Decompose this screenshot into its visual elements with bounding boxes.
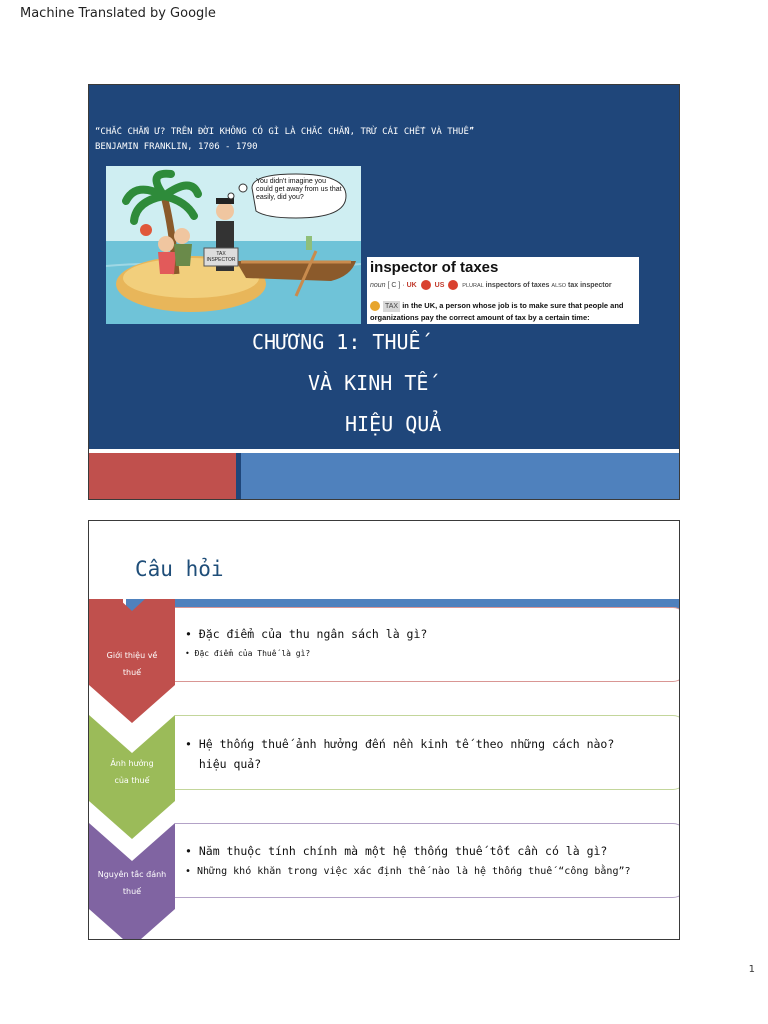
- tax-inspector-cartoon: [106, 166, 361, 324]
- footer-bar-red: [89, 453, 236, 499]
- dictionary-headword: inspector of taxes: [370, 259, 499, 276]
- question-1-bullet: • Đặc điểm của thu ngân sách là gì?: [185, 627, 428, 641]
- slide-2-title: Câu hỏi: [135, 557, 224, 581]
- question-2-bullet: [185, 734, 614, 774]
- page-number: 1: [748, 964, 755, 975]
- speech-bubble-text: You didn't imagine you could get away from us that easily, did you?: [256, 178, 342, 201]
- chevron-1-label-line-2: thuế: [122, 668, 142, 677]
- dictionary-definition: in the UK, a person whose job is to make sure that people and organizations pay the correct amount of tax by a certain time:: [370, 301, 624, 322]
- us-audio-icon[interactable]: [448, 280, 458, 290]
- question-2-line-2: hiệu quả?: [185, 757, 262, 771]
- chevron-2-label-line-2: của thuế: [114, 776, 150, 785]
- quote-line-1: “CHẮC CHẮN Ư? TRÊN ĐỜI KHÔNG CÓ GÌ LÀ CHẮC CHẮN, TRỪ CÁI CHẾT VÀ THUẾ”: [95, 127, 475, 137]
- definition-marker-icon: [370, 301, 380, 311]
- question-3-sub-bullet: • Những khó khăn trong việc xác định thế nào là hệ thống thuế “công bằng”?: [185, 866, 631, 877]
- uk-audio-icon[interactable]: [421, 280, 431, 290]
- question-card-1: [175, 607, 680, 682]
- chevron-2-label-line-1: Ảnh hưởng: [110, 759, 154, 768]
- chevron-1-label: [91, 647, 173, 681]
- slide-1: [88, 84, 680, 500]
- slide-2: [88, 520, 680, 940]
- footer-bar-blue: [241, 453, 680, 499]
- question-card-3: [175, 823, 680, 898]
- slide-title-line-2: VÀ KINH TẾ: [308, 371, 429, 395]
- chevron-1-label-line-1: Giới thiệu về: [106, 651, 158, 660]
- question-card-2: [175, 715, 680, 790]
- chevron-3-label-line-2: thuế: [122, 887, 142, 896]
- machine-translated-banner: Machine Translated by Google: [20, 6, 216, 21]
- question-2-line-1: • Hệ thống thuế ảnh hưởng đến nền kinh tế theo những cách nào?: [185, 737, 615, 751]
- dictionary-pos: noun: [370, 281, 386, 289]
- uk-label: UK: [406, 281, 417, 289]
- dictionary-pos-line: noun [ C ] · UK US PLURAL inspectors of taxes ALSO tax inspector: [370, 281, 612, 289]
- chevron-2-label: [91, 755, 173, 789]
- also-form: tax inspector: [568, 281, 612, 289]
- question-1-sub-bullet: • Đặc điểm của Thuế là gì?: [185, 649, 311, 658]
- dictionary-definition-block: [370, 300, 638, 323]
- question-3-bullet: • Năm thuộc tính chính mà một hệ thống thuế tốt cần có là gì?: [185, 844, 608, 858]
- slide-title-line-3: HIỆU QUẢ: [345, 412, 442, 436]
- plural-form: inspectors of taxes: [485, 281, 550, 289]
- chevron-3-label: [91, 866, 173, 900]
- dictionary-entry: [367, 257, 639, 324]
- dictionary-grammar: [ C ]: [387, 281, 401, 289]
- quote-author: BENJAMIN FRANKLIN, 1706 - 1790: [95, 142, 258, 152]
- domain-tag: TAX: [385, 303, 399, 310]
- plural-label: PLURAL: [462, 282, 484, 289]
- us-label: US: [434, 281, 445, 289]
- slide-title-line-1: CHƯƠNG 1: THUẾ: [252, 330, 421, 354]
- quote: [95, 125, 474, 155]
- also-label: ALSO: [551, 282, 567, 289]
- chevron-3-label-line-1: Nguyên tắc đánh: [97, 870, 167, 879]
- tax-inspector-sign: TAX INSPECTOR: [206, 251, 236, 263]
